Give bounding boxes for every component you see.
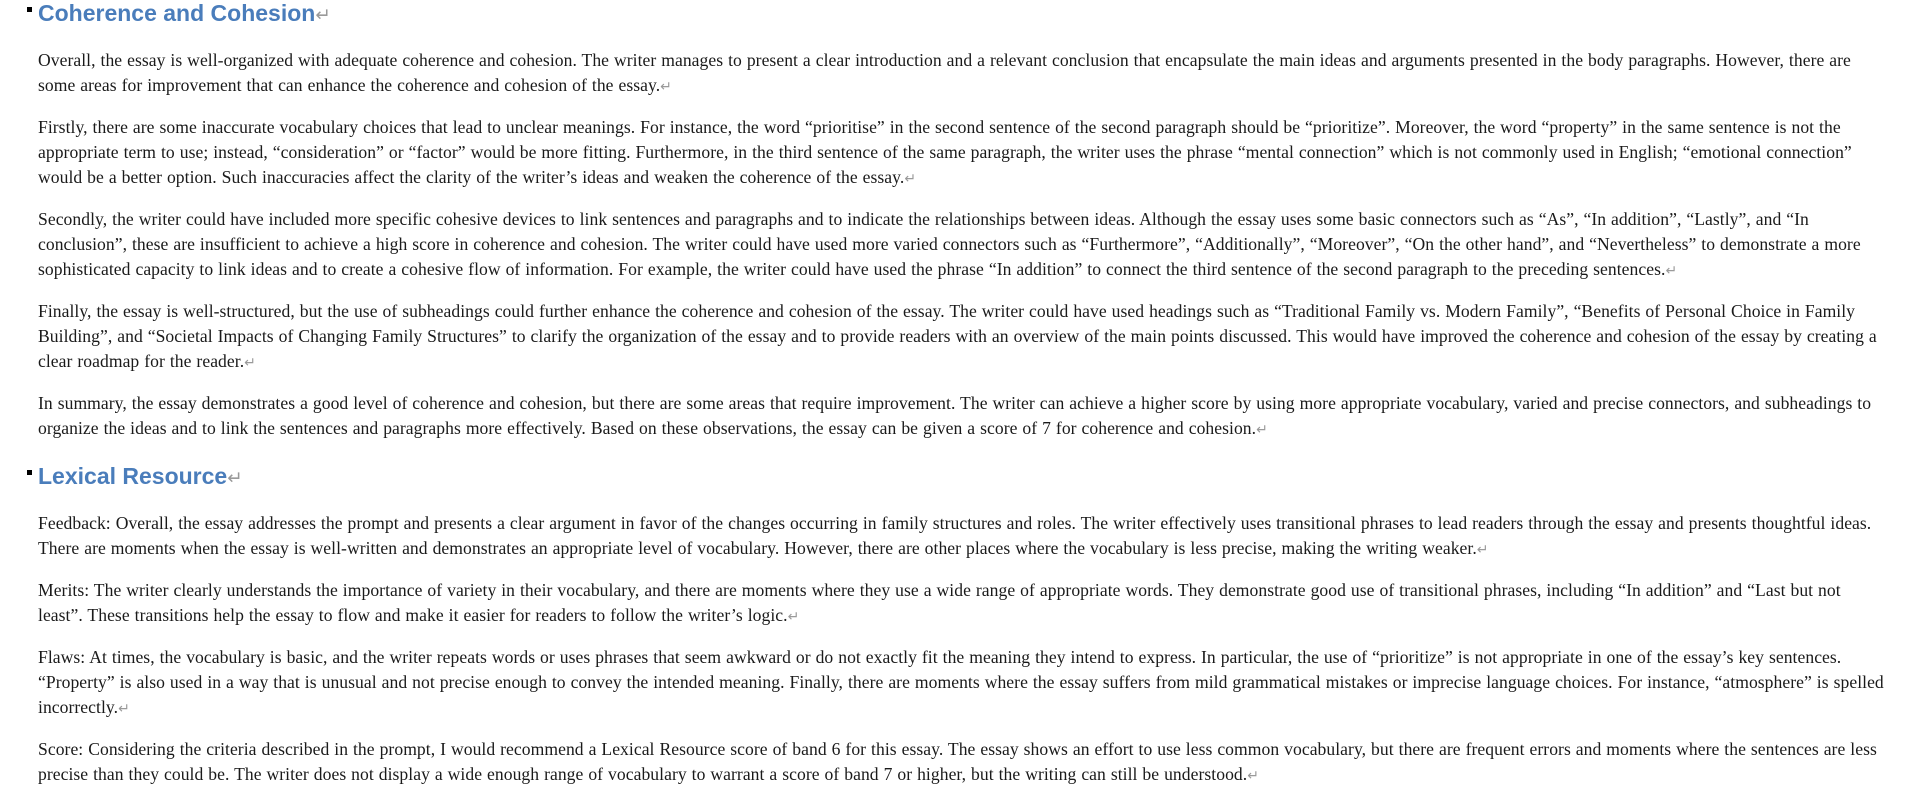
paragraph bbox=[38, 645, 1890, 722]
paragraph bbox=[38, 207, 1890, 284]
paragraph bbox=[38, 299, 1890, 376]
section-heading-coherence bbox=[38, 0, 1890, 28]
paragraph bbox=[38, 737, 1890, 789]
heading-bullet-icon bbox=[27, 470, 32, 475]
paragraph-text: Firstly, there are some inaccurate vocabulary choices that lead to unclear meanings. For instance, the word “prioritise” in the second sentence of the second paragraph should be “prioritize”. Moreover, the word “property” in the same sentence is not the appropriate term to use; instead, “consideration” or “factor” would be more fitting. Furthermore, in the third sentence of the same paragraph, the writer uses the phrase “mental connection” which is not commonly used in English; “emotional connection” would be a better option. Such inaccuracies affect the clarity of the writer’s ideas and weaken the coherence of the essay. bbox=[38, 117, 1852, 187]
paragraph-mark-icon: ↵ bbox=[227, 467, 243, 488]
paragraph-text: Flaws: At times, the vocabulary is basic, and the writer repeats words or uses phrases that seem awkward or do not exactly fit the meaning they intend to express. In particular, the use of “prioritize” is not appropriate in one of the essay’s key sentences. “Property” is also used in a way that is unusual and not precise enough to convey the intended meaning. Finally, there are moments where the essay suffers from mild grammatical mistakes or imprecise language choices. For instance, “atmosphere” is spelled incorrectly. bbox=[38, 647, 1884, 717]
paragraph-mark-icon: ↵ bbox=[1476, 542, 1489, 558]
heading-bullet-icon bbox=[27, 7, 32, 12]
paragraph-mark-icon: ↵ bbox=[1256, 422, 1268, 438]
paragraph-text: Secondly, the writer could have included more specific cohesive devices to link sentences and paragraphs and to indicate the relationships between ideas. Although the essay uses some basic connectors such as “As”, “In addition”, “Lastly”, and “In conclusion”, these are insufficient to achieve a high score in coherence and cohesion. The writer could have used more varied connectors such as “Furthermore”, “Additionally”, “Moreover”, “On the other hand”, and “Nevertheless” to demonstrate a more sophisticated capacity to link ideas and to create a cohesive flow of information. For example, the writer could have used the phrase “In addition” to connect the third sentence of the second paragraph to the preceding sentences. bbox=[38, 209, 1861, 279]
paragraph bbox=[38, 48, 1890, 100]
paragraph-text: Overall, the essay is well-organized with adequate coherence and cohesion. The writer manages to present a clear introduction and a relevant conclusion that encapsulate the main ideas and arguments presented in the body paragraphs. However, there are some areas for improvement that can enhance the coherence and cohesion of the essay. bbox=[38, 50, 1851, 95]
paragraph-mark-icon: ↵ bbox=[1247, 768, 1260, 784]
paragraph-text: Merits: The writer clearly understands the importance of variety in their vocabulary, and there are moments where they use a wide range of appropriate words. They demonstrate good use of transitional phrases, including “In addition” and “Last but not least”. These transitions help the essay to flow and make it easier for readers to follow the writer’s logic. bbox=[38, 580, 1841, 625]
section-heading-lexical bbox=[38, 463, 1890, 491]
paragraph bbox=[38, 511, 1890, 563]
paragraph-mark-icon: ↵ bbox=[660, 79, 673, 95]
paragraph-text: Feedback: Overall, the essay addresses the prompt and presents a clear argument in favor of the changes occurring in family structures and roles. The writer effectively uses transitional phrases to lead readers through the essay and presents thoughtful ideas. There are moments when the essay is well-written and demonstrates an appropriate level of vocabulary. However, there are other places where the vocabulary is less precise, making the writing weaker. bbox=[38, 513, 1872, 558]
paragraph bbox=[38, 391, 1890, 443]
document-page[interactable] bbox=[38, 0, 1890, 789]
paragraph-mark-icon: ↵ bbox=[118, 701, 130, 717]
paragraph-text: In summary, the essay demonstrates a good level of coherence and cohesion, but there are some areas that require improvement. The writer can achieve a higher score by using more appropriate vocabulary, varied and precise connectors, and subheadings to organize the ideas and to link the sentences and paragraphs more effectively. Based on these observations, the essay can be given a score of 7 for coherence and cohesion. bbox=[38, 393, 1872, 438]
paragraph-mark-icon: ↵ bbox=[904, 171, 917, 187]
paragraph bbox=[38, 578, 1890, 630]
paragraph-mark-icon: ↵ bbox=[1665, 263, 1678, 279]
paragraph-mark-icon: ↵ bbox=[244, 355, 257, 371]
paragraph-mark-icon: ↵ bbox=[787, 609, 800, 625]
paragraph-text: Finally, the essay is well-structured, but the use of subheadings could further enhance the coherence and cohesion of the essay. The writer could have used headings such as “Traditional Family vs. Modern Family”, “Benefits of Personal Choice in Family Building”, and “Societal Impacts of Changing Family Structures” to clarify the organization of the essay and to provide readers with an overview of the main points discussed. This would have improved the coherence and cohesion of the essay by creating a clear roadmap for the reader. bbox=[38, 301, 1877, 371]
paragraph bbox=[38, 115, 1890, 192]
paragraph-text: Score: Considering the criteria described in the prompt, I would recommend a Lexical Resource score of band 6 for this essay. The essay shows an effort to use less common vocabulary, but there are frequent errors and moments where the sentences are less precise than they could be. The writer does not display a wide enough range of vocabulary to warrant a score of band 7 or higher, but the writing can still be understood. bbox=[38, 739, 1877, 784]
heading-text: Lexical Resource bbox=[38, 463, 228, 489]
heading-text: Coherence and Cohesion bbox=[38, 0, 316, 26]
paragraph-mark-icon: ↵ bbox=[315, 4, 331, 25]
